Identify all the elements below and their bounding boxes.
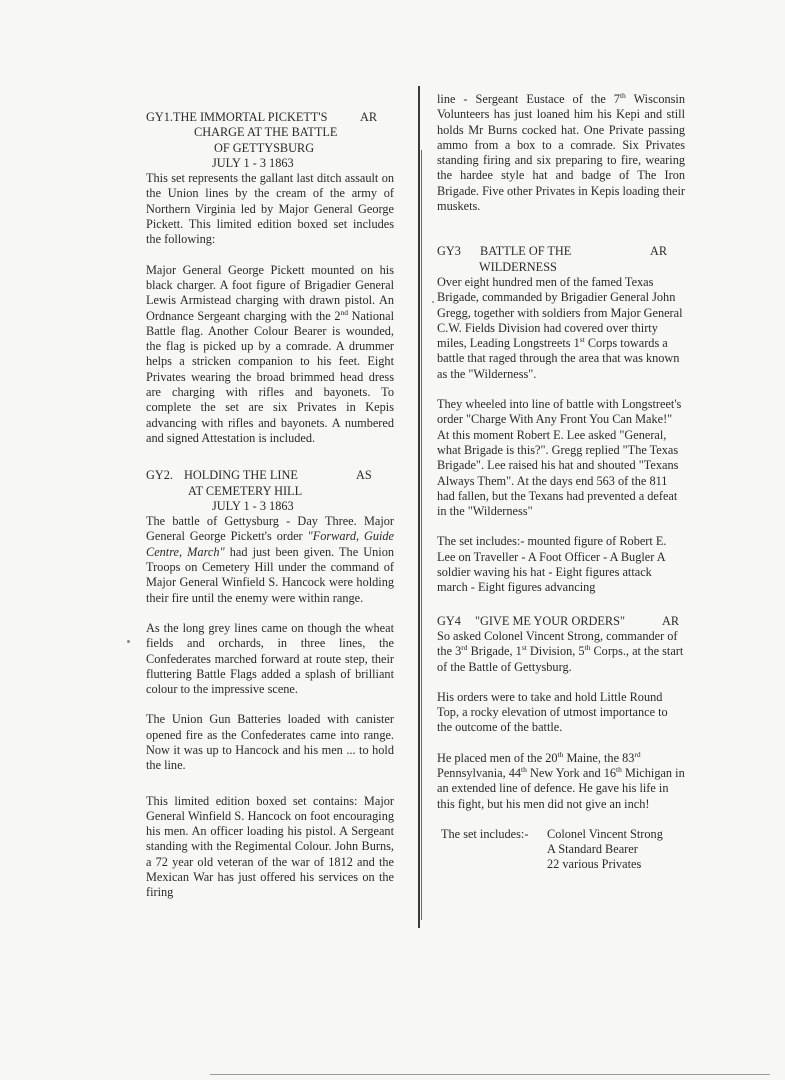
column-divider bbox=[418, 86, 420, 928]
gy3-paragraph-2: They wheeled into line of battle with Longstreet's order "Charge With Any Front You Can Make!" At this moment Robert E. Lee asked "General, what Brigade is this?". Gregg replied "The Texas Brigade". Lee raised his hat and shouted "Texans Always Them". At the days end 563 of the 811 had fallen, but the Texans had prevented a defeat in the "Wilderness" bbox=[437, 397, 682, 519]
gy1-title-line2: CHARGE AT THE BATTLE bbox=[194, 125, 338, 140]
gy4-set-label: The set includes:- bbox=[441, 826, 529, 841]
gy4-set-item: 22 various Privates bbox=[547, 857, 642, 872]
gy1-title-line3: OF GETTYSBURG bbox=[214, 140, 315, 155]
gy2-contents: This limited edition boxed set contains: Major General Winfield S. Hancock on foot encouraging his men. An officer loading his pistol. A Sergeant standing with the Regimental Colour. John Burns, a 72 year old veteran of the war of 1812 and the Mexican War has just offered his services on the firing bbox=[146, 793, 394, 900]
gy2-contents-continued: line - Sergeant Eustace of the 7th Wisconsin Volunteers has just loaned him his Kepi and still holds Mr Burns cocked hat. One Private passing ammo from a box to a comrade. Six Privates standing firing and six preparing to fire, wearing the hardee style hat and badge of The Iron Brigade. Five other Privates in Kepis loading their muskets. bbox=[437, 90, 685, 214]
page-bottom-edge bbox=[210, 1074, 770, 1075]
gy3-intro: Over eight hundred men of the famed Texas Brigade, commanded by Brigadier General John Gregg, together with soldiers from Major General C.W. Fields Division had covered over thirty miles, Leading Longstreets 1st Corps towards a battle that raged through the area that was known as the "Wilderness". bbox=[437, 274, 683, 381]
gy2-tag: AS bbox=[356, 468, 372, 483]
gy3-title-line1: BATTLE OF THE bbox=[480, 244, 572, 259]
gy4-set-item: Colonel Vincent Strong bbox=[547, 826, 663, 841]
gy1-section bbox=[146, 110, 394, 446]
gy2-intro: The battle of Gettysburg - Day Three. Major General George Pickett's order "Forward, Guide Centre, March" had just been given. The Union Troops on Cemetery Hill under the command of Major General Winfield S. Hancock were holding their fire until the enemy were within range. bbox=[146, 514, 394, 605]
gy4-set-list bbox=[437, 827, 685, 873]
gy2-title-line1: HOLDING THE LINE bbox=[184, 468, 298, 483]
column-divider-shadow bbox=[421, 150, 422, 920]
gy3-header bbox=[437, 244, 685, 259]
gy1-title-line1: THE IMMORTAL PICKETT'S bbox=[172, 110, 328, 124]
gy4-section bbox=[437, 614, 685, 873]
gy2-code: GY2. bbox=[146, 468, 173, 483]
gy2-section bbox=[146, 468, 394, 900]
gy1-header bbox=[146, 110, 394, 125]
left-column bbox=[146, 110, 394, 901]
gy3-set-includes: The set includes:- mounted figure of Robert E. Lee on Traveller - A Foot Officer - A Bugler A soldier waving his hat - Eight figures attack march - Eight figures advancing bbox=[437, 534, 667, 595]
gy1-code: GY1. bbox=[146, 110, 173, 124]
gy4-paragraph-3: He placed men of the 20th Maine, the 83rd Pennsylvania, 44th New York and 16th Michigan in an extended line of defence. He gave his life in this fight, but his men did not give an inch! bbox=[437, 749, 685, 811]
gy2-title-line2: AT CEMETERY HILL bbox=[188, 483, 303, 498]
gy4-set-item: A Standard Bearer bbox=[547, 842, 638, 857]
gy3-section bbox=[437, 244, 685, 595]
scan-speck bbox=[432, 301, 434, 303]
gy4-tag: AR bbox=[662, 613, 680, 628]
gy3-title-line2: WILDERNESS bbox=[479, 259, 557, 274]
gy2-header bbox=[146, 468, 394, 483]
gy1-contents: Major General George Pickett mounted on his black charger. A foot figure of Brigadier General Lewis Armistead charging with drawn pistol. An Ordnance Sergeant charging with the 2nd National Battle flag. Another Colour Bearer is wounded, the flag is picked up by a comrade. A drummer helps a stricken companion to his feet. Eight Privates wearing the broad brimmed head dress are charging with rifles and bayonets. To complete the set are six Privates in Kepis advancing with rifles and bayonets. A numbered and signed Attestation is included. bbox=[146, 262, 394, 445]
gy4-title-line1: "GIVE ME YOUR ORDERS" bbox=[475, 613, 625, 628]
gy4-intro: So asked Colonel Vincent Strong, commander of the 3rd Brigade, 1st Division, 5th Corps., at the start of the Battle of Gettysburg. bbox=[437, 628, 684, 674]
gy3-tag: AR bbox=[650, 244, 668, 259]
gy1-intro: This set represents the gallant last ditch assault on the Union lines by the cream of the army of Northern Virginia led by Major General George Pickett. This limited edition boxed set includes the following: bbox=[146, 171, 394, 247]
gy1-date: JULY 1 - 3 1863 bbox=[212, 155, 294, 170]
scan-speck bbox=[127, 640, 130, 643]
gy1-tag: AR bbox=[360, 110, 378, 124]
gy2-paragraph-2: As the long grey lines came on though the wheat fields and orchards, in three lines, the Confederates marched forward at route step, their fluttering Battle Flags added a splash of brilliant colour to the impressive scene. bbox=[146, 620, 394, 697]
gy2-date: JULY 1 - 3 1863 bbox=[212, 498, 294, 513]
gy3-code: GY3 bbox=[437, 244, 461, 259]
gy4-code: GY4 bbox=[437, 613, 461, 628]
gy4-header bbox=[437, 614, 685, 629]
gy2-paragraph-3: The Union Gun Batteries loaded with canister opened fire as the Confederates came into range. Now it was up to Hancock and his men ... to hold the line. bbox=[146, 712, 394, 773]
right-column bbox=[437, 92, 685, 873]
gy4-paragraph-2: His orders were to take and hold Little Round Top, a rocky elevation of utmost importance to the outcome of the battle. bbox=[437, 689, 668, 735]
